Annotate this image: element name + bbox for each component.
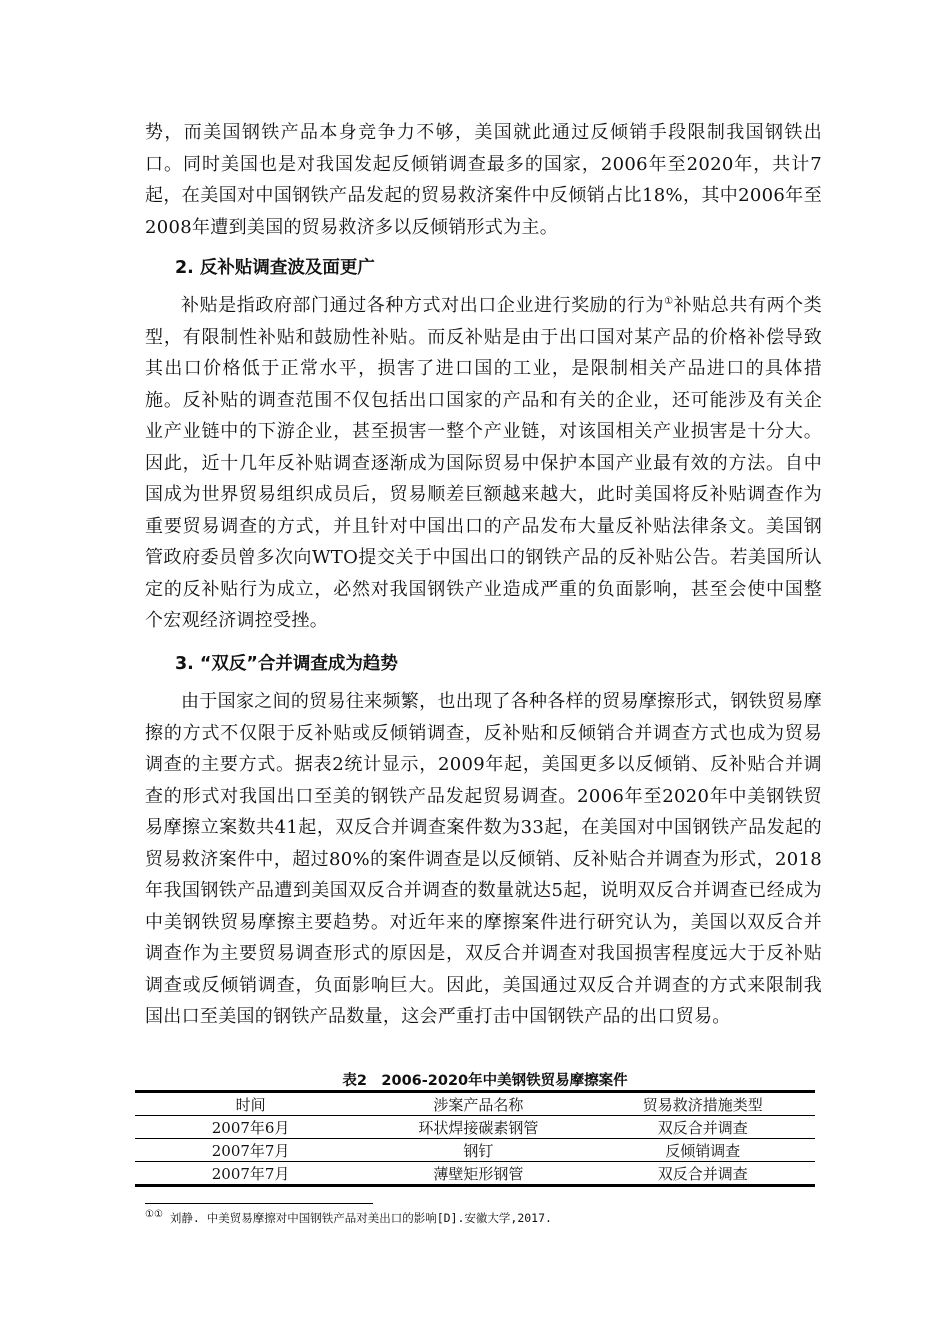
paragraph-double-remedy: 由于国家之间的贸易往来频繁，也出现了各种各样的贸易摩擦形式，钢铁贸易摩擦的方式不仅限于反补贴或反倾销调查，反补贴和反倾销合并调查方式也成为贸易调查的主要方式。据表2统计显示，2009年起，美国更多以反倾销、反补贴合并调查的形式对我国出口至美的钢铁产品发起贸易调查。2006年至2020年中美钢铁贸易摩擦立案数共41起，双反合并调查案件数为33起，在美国对中国钢铁产品发起的贸易救济案件中，超过80%的案件调查是以反倾销、反补贴合并调查为形式，2018年我国钢铁产品遭到美国双反合并调查的数量就达5起，说明双反合并调查已经成为中美钢铁贸易摩擦主要趋势。对近年来的摩擦案件进行研究认为，美国以双反合并调查作为主要贸易调查形式的原因是，双反合并调查对我国损害程度远大于反补贴调查或反倾销调查，负面影响巨大。因此，美国通过双反合并调查的方式来限制我国出口至美国的钢铁产品数量，这会严重打击中国钢铁产品的出口贸易。: [145, 691, 822, 1027]
paragraph-countervailing-part2: 补贴总共有两个类型，有限制性补贴和鼓励性补贴。而反补贴是由于出口国对某产品的价格补偿导致其出口价格低于正常水平，损害了进口国的工业，是限制相关产品进口的具体措施。反补贴的调查范围不仅包括出口国家的产品和有关的企业，还可能涉及有关企业产业链中的下游企业，甚至损害一整个产业链，对该国相关产业损害是十分大。因此，近十几年反补贴调查逐渐成为国际贸易中保护本国产业最有效的方法。自中国成为世界贸易组织成员后，贸易顺差巨额越来越大，此时美国将反补贴调查作为重要贸易调查的方式，并且针对中国出口的产品发布大量反补贴法律条文。美国钢管政府委员曾多次向WTO提交关于中国出口的钢铁产品的反补贴公告。若美国所认定的反补贴行为成立，必然对我国钢铁产业造成严重的负面影响，甚至会使中国整个宏观经济调控受挫。: [145, 295, 822, 631]
table-row: [135, 1162, 815, 1186]
column-header-remedy-type: 贸易救济措施类型: [642, 1095, 763, 1114]
table-cell-product: 钢钉: [463, 1141, 494, 1160]
table-cell-remedy-type: 反倾销调查: [665, 1141, 741, 1160]
table-cell-product: 环状焊接碳素钢管: [418, 1118, 539, 1137]
section-heading-double-remedy: 3. “双反”合并调查成为趋势: [175, 654, 398, 674]
footnote-separator: [145, 1203, 373, 1204]
footnote-reference-mark[interactable]: ①: [664, 296, 674, 307]
trade-friction-table: [135, 1090, 815, 1187]
footnote-text: 刘静. 中美贸易摩擦对中国钢铁产品对美出口的影响[D].安徽大学,2017.: [169, 1211, 552, 1225]
table-row: [135, 1116, 815, 1139]
column-header-product: 涉案产品名称: [433, 1095, 524, 1114]
table-cell-time: 2007年7月: [211, 1164, 290, 1183]
table-cell-product: 薄壁矩形钢管: [433, 1164, 524, 1183]
footnote: [145, 1210, 552, 1226]
table-header-row: [135, 1092, 815, 1116]
paragraph-countervailing-part1: 补贴是指政府部门通过各种方式对出口企业进行奖励的行为: [181, 295, 665, 316]
paragraph-countervailing: [145, 290, 822, 637]
table-cell-time: 2007年6月: [211, 1118, 290, 1137]
table-cell-remedy-type: 双反合并调查: [657, 1118, 748, 1137]
table-caption: 表2 2006-2020年中美钢铁贸易摩擦案件: [342, 1073, 628, 1089]
table-row: [135, 1139, 815, 1162]
section-heading-countervailing: 2. 反补贴调查波及面更广: [175, 258, 375, 278]
column-header-time: 时间: [235, 1095, 266, 1114]
table-cell-remedy-type: 双反合并调查: [657, 1164, 748, 1183]
table-cell-time: 2007年7月: [211, 1141, 290, 1160]
footnote-mark: ①①: [145, 1209, 163, 1221]
paragraph-antidumping-continued: 势，而美国钢铁产品本身竞争力不够，美国就此通过反倾销手段限制我国钢铁出口。同时美国也是对我国发起反倾销调查最多的国家，2006年至2020年，共计7起，在美国对中国钢铁产品发起的贸易救济案件中反倾销占比18%，其中2006年至2008年遭到美国的贸易救济多以反倾销形式为主。: [145, 122, 822, 238]
